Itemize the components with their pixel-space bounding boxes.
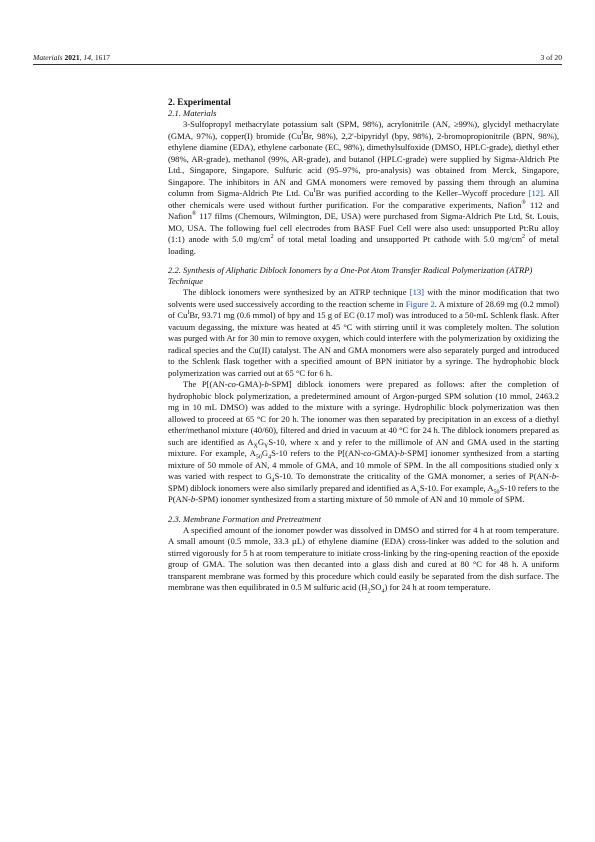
subscript: x [416, 489, 420, 496]
superscript: ® [521, 199, 526, 206]
italic-text: b [190, 494, 196, 504]
journal-year: 2021 [64, 53, 80, 62]
italic-text: b [264, 379, 269, 389]
paragraph: The P[(AN-co-GMA)-b-SPM] diblock ionomers were prepared as follows: after the completion of hydrophobic block polymerization, a predetermined amount of Argon-purged SPM solution (10 mmol, 2463.2 mg in 10 mL DMSO) was added to the mixture with a syringe. Hydrophilic block polymerization was then allowed to proceed at 65 °C for 20 h. The ionomer was then separated by precipitation in an excess of a diethyl ether/methanol mixture (40/60), filtered and dried in vacuum at 40 °C for 24 h. The diblock ionomers prepared as such are identified as $A_XG_YS-10$, where x and y refer to the millimole of AN and GMA used in the starting mixture. For example, $A_{50}G_4S-10$ refers to the P[(AN-co-GMA)-b-SPM] ionomer synthesized from a starting mixture of 50 mmole of AN, 4 mmole of GMA, and 10 mmole of SPM. In the all compositions studied only x was varied with respect to $G_4S-10$. To demonstrate the criticality of the GMA monomer, a series of P(AN-b-SPM) diblock ionomers were also similarly prepared and identified as $A_xS-10$. For example, $A_{50}S-10$ refers to the P(AN-b-SPM) ionomer synthesized from a starting mixture of 50 mmole of AN and 10 mmole of SPM. [168, 379, 559, 504]
superscript: ® [191, 211, 197, 218]
italic-text: b [551, 471, 557, 481]
superscript: 2 [270, 234, 274, 241]
subscript: 2 [367, 588, 371, 595]
subsection-heading-materials: 2.1. Materials [168, 108, 217, 118]
reference-link[interactable]: [13] [409, 287, 425, 297]
article-number: 1617 [94, 53, 110, 62]
superscript: I [313, 188, 316, 195]
reference-link[interactable]: [12] [528, 188, 543, 198]
section-gap [168, 506, 559, 514]
page-number: 3 of 20 [540, 53, 562, 62]
paragraph: The diblock ionomers were synthesized by an ATRP technique [13] with the minor modification that two solvents were used successively according to the reaction scheme in Figure 2. A mixture of 28.69 mg (0.2 mmol) of $Cu^IBr$, 93.71 mg (0.6 mmol) of bpy and 15 g of EC (0.17 mol) was introduced to a 50-mL Schlenk flask. After vacuum degassing, the mixture was heated at 45 °C with stirring until it was completely molten. The solution was purged with Ar for 30 min to remove oxygen, which could interfere with the polymerization by oxidizing the radical species and the Cu(II) catalyst. The AN and GMA monomers were also separately purged and introduced to the Schlenk flask together with a specified amount of BPN initiator by a syringe. The hydrophobic block polymerization was carried out at 65 °C for 6 h. [168, 287, 560, 378]
journal-name: Materials [33, 53, 63, 62]
running-header-citation: Materials 2021, 14, 1617 [33, 53, 110, 62]
subscript: 4 [381, 588, 385, 595]
superscript: I [301, 130, 304, 137]
italic-text: b [400, 448, 405, 458]
paragraph: A specified amount of the ionomer powder was dissolved in DMSO and stirred for 4 h at room temperature. A small amount (0.5 mmole, 33.3 µL) of ethylene diamine (EDA) cross-linker was added to the solution and stirred vigorously for 5 h at room temperature to initiate cross-linking by the ring-opening reaction of the epoxide group of GMA. The solution was then decanted into a glass dish and cured at 80 °C for 48 h. A uniform transparent membrane was formed by this procedure which could easily be separated from the dish surface. The membrane was then equilibrated in 0.5 M sulfuric acid $(H_2SO_4)$ for 24 h at room temperature. [168, 524, 559, 595]
journal-volume: 14 [83, 53, 92, 62]
main-body [168, 96, 559, 594]
paragraph: 3-Sulfopropyl methacrylate potassium salt (SPM, 98%), acrylonitrile (AN, ≥99%), glycidyl methacrylate (GMA, 97%), copper(I) bromide ($Cu^IBr$, 98%), 2,2′-bipyridyl (bpy, 98%), 2-bromopropionitrile (BPN, 98%), ethylene diamine (EDA), ethylene carbonate (EC, 98%), dimethylsulfoxide (DMSO, HPLC-grade), diethyl ether (98%, AR-grade), methanol (99%, AR-grade), and butanol (HPLC-grade) were supplied by Sigma-Aldrich Pte Ltd., Singapore, Singapore. Sulfuric acid (95–97%, pro-analysis) was obtained from Merck, Singapore, Singapore. The inhibitors in AN and GMA monomers were removed by passing them through an alumina column from Sigma-Aldrich Pte Ltd. $Cu^IBr$ was purified according to the Keller–Wycoff procedure [12]. All other chemicals were used without further purification. For the comparative experiments, Nafion® 112 and Nafion® 117 films (Chemours, Wilmington, DE, USA) were purchased from Sigma-Aldrich Pte Ltd, St. Louis, MO, USA. The following fuel cell electrodes from BASF Fuel Cell were also used: unsupported Pt:Ru alloy (1:1) anode with 5.0 $mg/cm^2$ of total metal loading and unsupported Pt cathode with 5.0 $mg/cm^2$ of metal loading. [168, 119, 560, 256]
subscript: X [253, 443, 258, 450]
subscript: 50 [493, 489, 500, 496]
subscript: 4 [271, 477, 275, 484]
section-heading-experimental: 2. Experimental [168, 97, 231, 107]
superscript: 2 [522, 234, 526, 241]
italic-text: co [363, 448, 372, 458]
subscript: Y [264, 443, 269, 450]
superscript: I [187, 310, 190, 317]
reference-link[interactable]: Figure 2 [405, 298, 435, 309]
subsection-heading-synthesis: 2.2. Synthesis of Aliphatic Diblock Ionomers by a One-Pot Atom Transfer Radical Polymerization (ATRP) Technique [168, 265, 533, 286]
subscript: 4 [268, 454, 272, 461]
subscript: 50 [255, 454, 262, 461]
italic-text: co [227, 379, 236, 389]
section-gap [168, 257, 559, 265]
subsection-heading-membrane: 2.3. Membrane Formation and Pretreatment [168, 513, 322, 524]
header-rule [33, 64, 562, 65]
